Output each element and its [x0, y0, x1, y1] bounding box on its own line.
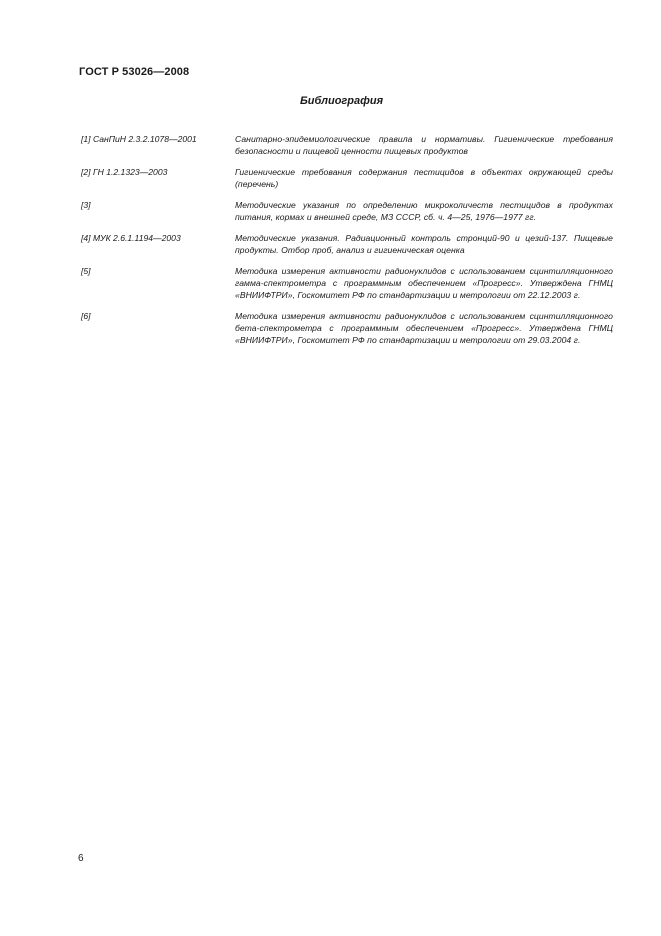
entry-description: Методические указания по определению микроколичеств пестицидов в продуктах питания, кормах и внешней среде, МЗ СССР, сб. ч. 4—25, 1976—1977 гг. — [235, 200, 613, 222]
bibliography-entry — [81, 133, 613, 157]
entry-description: Методика измерения активности радионуклидов с использованием сцинтилляционного гамма-спектрометра с программным обеспечением «Прогресс». Утверждена ГНМЦ «ВНИИФТРИ», Госкомитет РФ по стандартизации и метрологии от 22.12.2003 г. — [235, 266, 613, 300]
entry-description: Методика измерения активности радионуклидов с использованием сцинтилляционного бета-спектрометра с программным обеспечением «Прогресс». Утверждена ГНМЦ «ВНИИФТРИ», Госкомитет РФ по стандартизации и метрологии от 29.03.2004 г. — [235, 311, 613, 345]
entry-reference: [5] — [81, 266, 91, 276]
entry-reference: [3] — [81, 200, 91, 210]
entry-description: Санитарно-эпидемиологические правила и нормативы. Гигиенические требования безопасности и пищевой ценности пищевых продуктов — [235, 134, 613, 156]
bibliography-list — [81, 133, 613, 355]
bibliography-entry — [81, 199, 613, 223]
entry-reference: [6] — [81, 311, 91, 321]
page-number: 6 — [78, 853, 84, 864]
bibliography-entry — [81, 265, 613, 301]
entry-description: Гигиенические требования содержания пестицидов в объектах окружающей среды (перечень) — [235, 167, 613, 189]
document-id: ГОСТ Р 53026—2008 — [79, 66, 190, 78]
section-title: Библиография — [299, 95, 384, 107]
bibliography-entry — [81, 166, 613, 190]
entry-reference: [2] ГН 1.2.1323—2003 — [81, 167, 168, 177]
entry-reference: [1] СанПиН 2.3.2.1078—2001 — [81, 134, 197, 144]
bibliography-entry — [81, 310, 613, 346]
bibliography-entry — [81, 232, 613, 256]
entry-description: Методические указания. Радиационный контроль стронций-90 и цезий-137. Пищевые продукты. Отбор проб, анализ и гигиеническая оценка — [235, 233, 613, 255]
entry-reference: [4] МУК 2.6.1.1194—2003 — [81, 233, 181, 243]
